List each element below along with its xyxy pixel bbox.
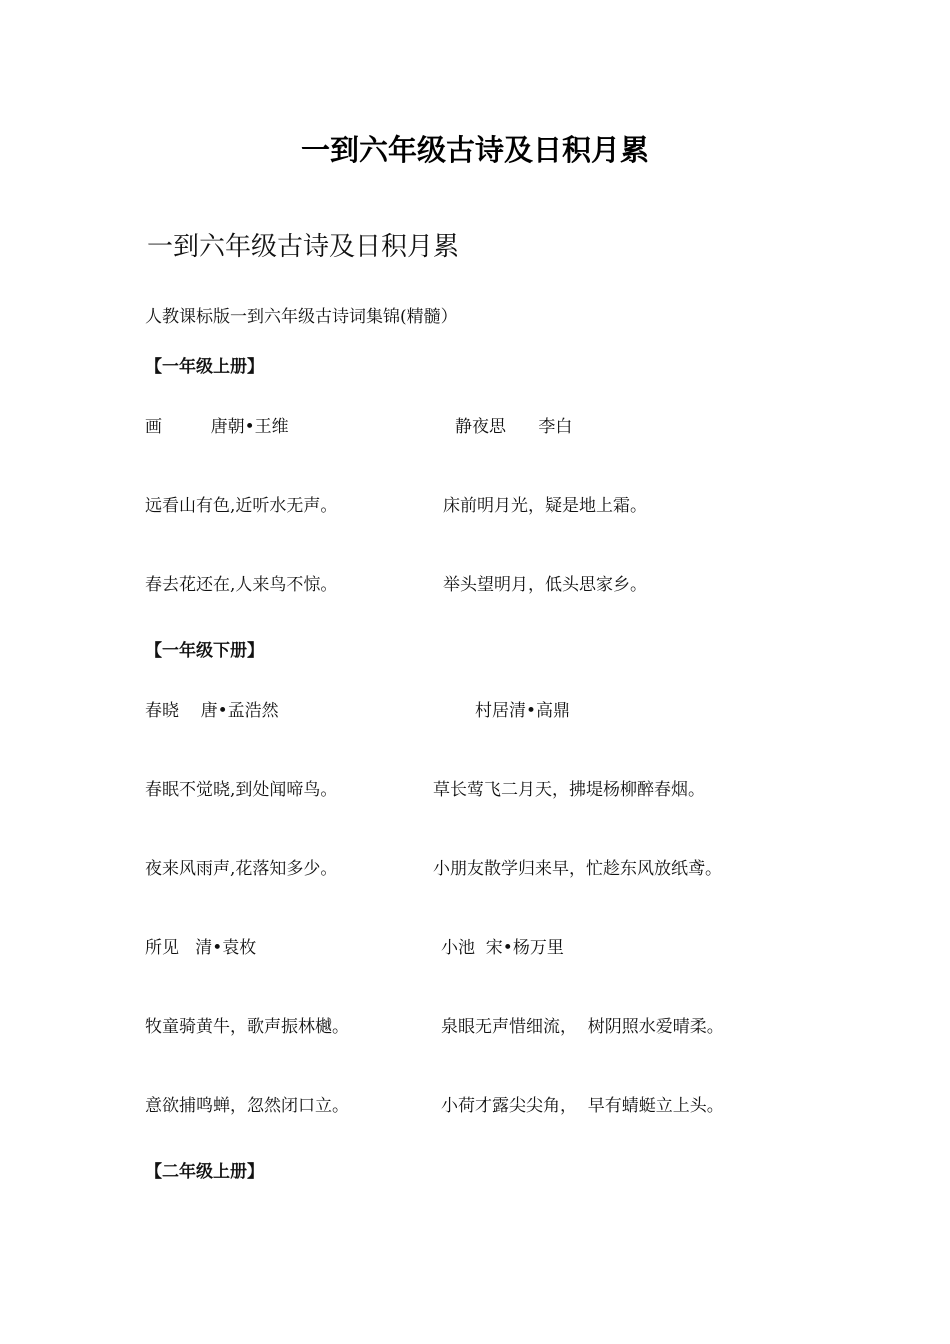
document-heading: 一到六年级古诗及日积月累: [147, 232, 460, 262]
poem-title-jingyesi: 静夜思 李白: [455, 417, 573, 437]
poem-title-chunxiao: 春晓 唐•孟浩然: [145, 701, 279, 721]
poem-line: 牧童骑黄牛，歌声振林樾。: [145, 1017, 349, 1037]
grade-heading-2a: 【二年级上册】: [145, 1162, 264, 1182]
poem-title-cunju: 村居清•高鼎: [475, 701, 571, 721]
poem-line: 春眠不觉晓,到处闻啼鸟。: [145, 780, 338, 800]
poem-line: 春去花还在,人来鸟不惊。: [145, 575, 338, 595]
grade-heading-1b: 【一年级下册】: [145, 641, 264, 661]
grade-heading-1a: 【一年级上册】: [145, 357, 264, 377]
poem-line: 小荷才露尖尖角， 早有蜻蜓立上头。: [441, 1096, 724, 1116]
poem-title-suojian: 所见 清•袁枚: [145, 938, 257, 958]
poem-title-hua: 画 唐朝•王维: [145, 417, 289, 437]
poem-line: 草长莺飞二月天，拂堤杨柳醉春烟。: [433, 780, 705, 800]
document-title: 一到六年级古诗及日积月累: [300, 133, 649, 167]
poem-line: 远看山有色,近听水无声。: [145, 496, 338, 516]
poem-line: 泉眼无声惜细流， 树阴照水爱晴柔。: [441, 1017, 724, 1037]
poem-line: 意欲捕鸣蝉，忽然闭口立。: [145, 1096, 349, 1116]
intro-text: 人教课标版一到六年级古诗词集锦(精髓）: [145, 307, 458, 327]
poem-line: 夜来风雨声,花落知多少。: [145, 859, 338, 879]
poem-line: 举头望明月，低头思家乡。: [443, 575, 647, 595]
poem-line: 床前明月光，疑是地上霜。: [443, 496, 647, 516]
poem-title-xiaochi: 小池 宋•杨万里: [441, 938, 564, 958]
poem-line: 小朋友散学归来早，忙趁东风放纸鸢。: [433, 859, 722, 879]
